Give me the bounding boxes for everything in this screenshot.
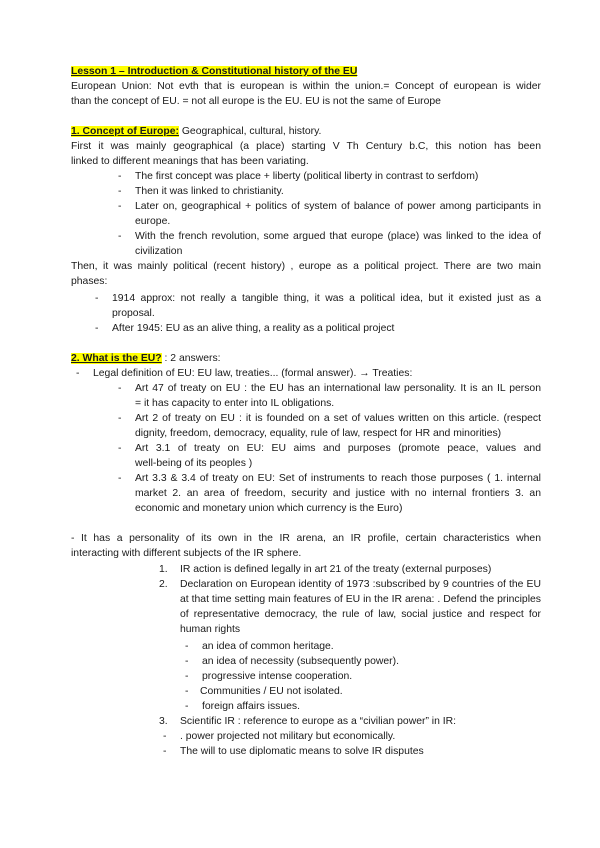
bullet-dash: - bbox=[185, 686, 189, 697]
bullet-dash: - bbox=[185, 701, 189, 712]
numbered-item: of representative democracy, the rule of law, social justice and respect for bbox=[180, 609, 541, 620]
bullet-dash: - bbox=[95, 323, 99, 334]
bullet-item: Then it was linked to christianity. bbox=[135, 186, 284, 197]
bullet-dash: - bbox=[163, 731, 167, 742]
numbered-item: IR action is defined legally in art 21 of the treaty (external purposes) bbox=[180, 564, 492, 575]
paragraph-line: linked to different meanings that has been variating. bbox=[71, 156, 309, 167]
article-item: well-being of its peoples ) bbox=[135, 458, 253, 469]
civilian-power-item: . power projected not military but economically. bbox=[180, 731, 396, 742]
bullet-dash: - bbox=[185, 656, 189, 667]
bullet-item: 1914 approx: not really a tangible thing, it was a political idea, but it existed just as a bbox=[112, 293, 541, 304]
article-item: = it has capacity to enter into IL obligations. bbox=[135, 398, 335, 409]
numbered-item: Declaration on European identity of 1973 :subscribed by 9 countries of the EU bbox=[180, 579, 541, 590]
bullet-dash: - bbox=[118, 383, 122, 394]
article-item: economic and monetary union which currency is the Euro) bbox=[135, 503, 403, 514]
bullet-dash: - bbox=[185, 671, 189, 682]
bullet-dash: - bbox=[118, 473, 122, 484]
bullet-item: The first concept was place + liberty (political liberty in contrast to serfdom) bbox=[135, 171, 479, 182]
paragraph-line: interacting with different subjects of the IR sphere. bbox=[71, 548, 302, 559]
bullet-item: civilization bbox=[135, 246, 183, 257]
paragraph-line: - It has a personality of its own in the IR arena, an IR profile, certain characteristics when bbox=[71, 533, 541, 544]
article-item: dignity, freedom, democracy, equality, rule of law, respect for HR and minorities) bbox=[135, 428, 502, 439]
bullet-dash: - bbox=[185, 641, 189, 652]
article-item: Art 2 of treaty on EU : it is founded on a set of values written on this article. (respect bbox=[135, 413, 541, 424]
bullet-dash: - bbox=[118, 201, 122, 212]
bullet-dash: - bbox=[163, 746, 167, 757]
declaration-feature: Communities / EU not isolated. bbox=[200, 686, 343, 697]
paragraph-line: First it was mainly geographical (a place) starting V Th Century b.C, this notion has been bbox=[71, 141, 541, 152]
numbered-item: Scientific IR : reference to europe as a “civilian power” in IR: bbox=[180, 716, 457, 727]
bullet-item: proposal. bbox=[112, 308, 155, 319]
list-number: 2. bbox=[159, 579, 168, 590]
numbered-item: at that time setting main features of EU in the IR arena: . Defend the principles bbox=[180, 594, 541, 605]
paragraph-line: phases: bbox=[71, 276, 108, 287]
bullet-item: europe. bbox=[135, 216, 171, 227]
article-item: market 2. an area of freedom, security and justice with no internal frontiers 3. an bbox=[135, 488, 541, 499]
bullet-dash: - bbox=[118, 186, 122, 197]
lesson-title: Lesson 1 – Introduction & Constitutional history of the EU bbox=[71, 66, 358, 77]
section-1-heading: 1. Concept of Europe: Geographical, cultural, history. bbox=[71, 126, 322, 137]
bullet-item: With the french revolution, some argued that europe (place) was linked to the idea of bbox=[135, 231, 541, 242]
article-item: Art 3.1 of treaty on EU: EU aims and purposes (promote peace, values and bbox=[135, 443, 541, 454]
bullet-dash: - bbox=[118, 171, 122, 182]
article-item: Art 3.3 & 3.4 of treaty on EU: Set of instruments to reach those purposes ( 1. internal bbox=[135, 473, 541, 484]
paragraph-line: Then, it was mainly political (recent history) , europe as a political project. There are two main bbox=[71, 261, 541, 272]
intro-line: than the concept of EU. = not all europe is the EU. EU is not the same of Europe bbox=[71, 96, 441, 107]
bullet-dash: - bbox=[118, 231, 122, 242]
bullet-dash: - bbox=[118, 413, 122, 424]
bullet-item: After 1945: EU as an alive thing, a reality as a political project bbox=[112, 323, 395, 334]
list-number: 3. bbox=[159, 716, 168, 727]
declaration-feature: progressive intense cooperation. bbox=[202, 671, 353, 682]
bullet-item: Later on, geographical + politics of system of balance of power among participants in bbox=[135, 201, 541, 212]
section-2-heading: 2. What is the EU? : 2 answers: bbox=[71, 353, 221, 364]
declaration-feature: an idea of necessity (subsequently power). bbox=[202, 656, 399, 667]
declaration-feature: foreign affairs issues. bbox=[202, 701, 300, 712]
numbered-item: human rights bbox=[180, 624, 241, 635]
list-number: 1. bbox=[159, 564, 168, 575]
bullet-dash: - bbox=[118, 443, 122, 454]
article-item: Art 47 of treaty on EU : the EU has an international law personality. It is an IL person bbox=[135, 383, 541, 394]
bullet-dash: - bbox=[95, 293, 99, 304]
bullet-dash: - bbox=[76, 368, 80, 379]
intro-line: European Union: Not evth that is european is within the union.= Concept of european is wider bbox=[71, 81, 541, 92]
declaration-feature: an idea of common heritage. bbox=[202, 641, 334, 652]
legal-definition-line: Legal definition of EU: EU law, treaties... (formal answer). → Treaties: bbox=[93, 368, 413, 379]
civilian-power-item: The will to use diplomatic means to solve IR disputes bbox=[180, 746, 424, 757]
